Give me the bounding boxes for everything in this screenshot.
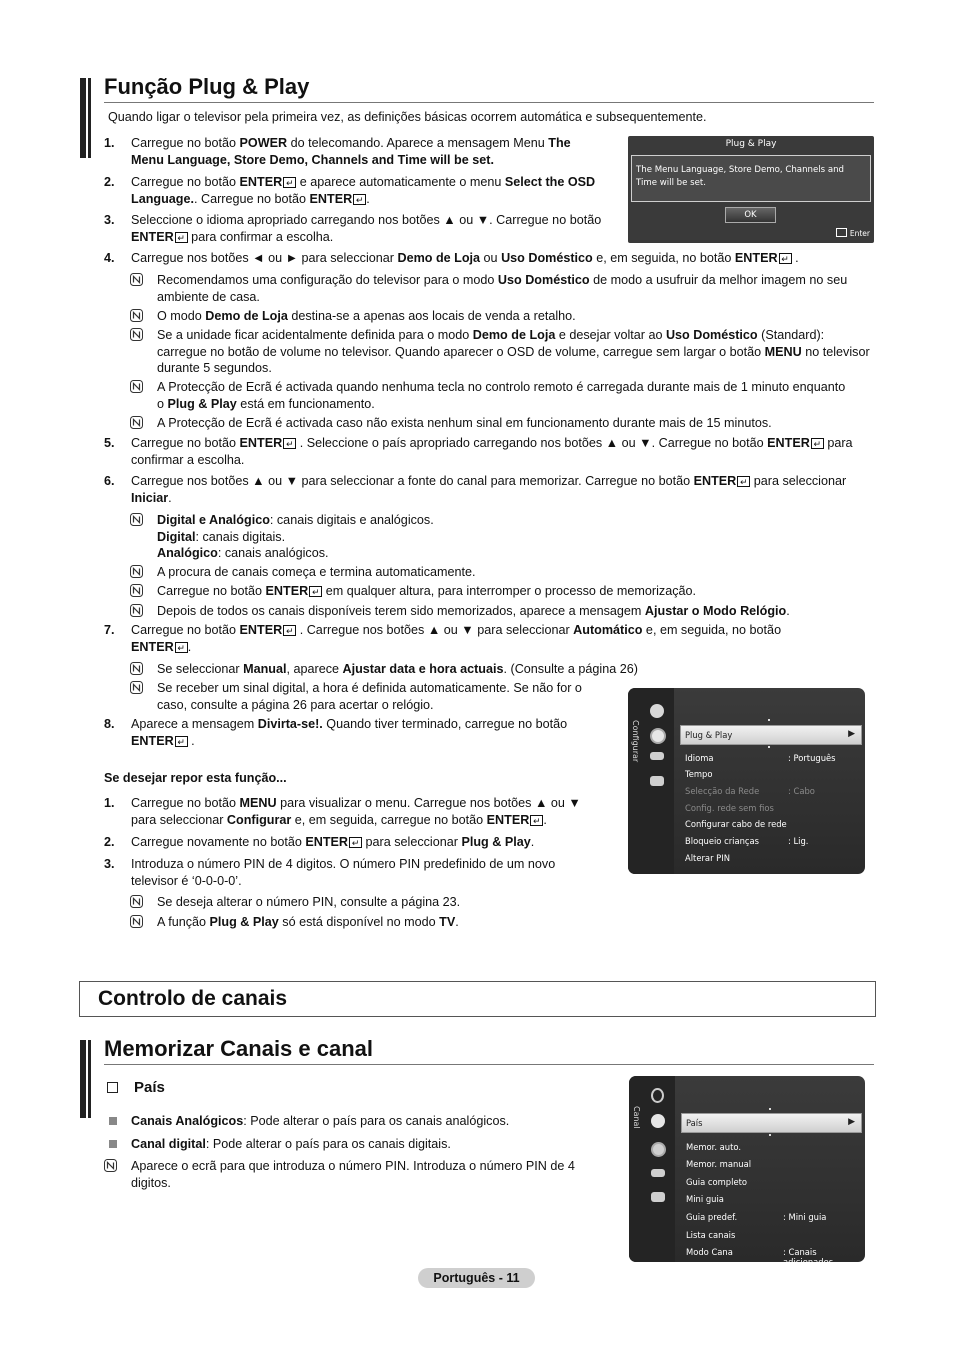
note <box>104 1158 594 1191</box>
section-bar <box>88 1040 91 1118</box>
note <box>130 379 850 412</box>
text: e, em seguida, carregue no botão <box>291 812 487 827</box>
step-number: 3. <box>104 213 115 227</box>
enter-icon: ↵ <box>737 476 750 487</box>
osd-language-ref: Select the OSD Language. <box>131 175 596 206</box>
dialog-message-ref: The Menu Language, Store Demo, Channels and Time will be set. <box>131 136 571 167</box>
memo-icon <box>130 895 143 908</box>
section-header-box <box>79 981 876 1017</box>
manual-ref: Manual <box>243 662 287 676</box>
text: O modo <box>157 309 206 323</box>
enter-icon: ↵ <box>811 438 824 449</box>
note <box>130 564 870 581</box>
menu-category-label: Configurar <box>631 720 640 763</box>
analog-channels-ref: Canais Analógicos <box>131 1114 244 1128</box>
menu-item-value: : Português <box>788 753 836 763</box>
channel-icon[interactable] <box>651 1114 665 1128</box>
reset-heading: Se desejar repor esta função... <box>104 771 287 785</box>
ok-button[interactable]: OK <box>725 207 776 223</box>
step-number: 3. <box>104 857 115 871</box>
menu-item[interactable]: Bloqueio crianças <box>685 836 760 846</box>
menu-item-plug-play[interactable] <box>680 725 862 745</box>
text: para confirmar a escolha. <box>187 229 334 244</box>
enter-key: ENTER <box>131 229 174 244</box>
text: e, em seguida, no botão <box>592 251 735 265</box>
menu-item-value: : Lig. <box>788 836 809 846</box>
enter-key: ENTER <box>767 436 810 450</box>
enter-key: ENTER <box>239 623 283 637</box>
enter-key: ENTER <box>734 251 778 265</box>
text: . Carregue no botão <box>193 191 310 206</box>
plug-play-dialog <box>628 136 874 243</box>
gear-icon[interactable] <box>650 728 666 744</box>
menu-item-value: : Mini guia <box>783 1212 827 1222</box>
text: . (Consulte a página 26) <box>503 662 638 676</box>
digital-channel-ref: Canal digital <box>131 1137 206 1151</box>
menu-item[interactable]: Config. rede sem fios <box>685 803 774 813</box>
section-title: Controlo de canais <box>98 987 288 1010</box>
text: Se seleccionar <box>157 662 244 676</box>
enter-key: ENTER <box>693 474 737 488</box>
text: para visualizar o menu. Carregue nos botões ▲ ou ▼ para seleccionar <box>131 796 581 827</box>
home-use-ref: Uso Doméstico <box>497 273 590 287</box>
digital-ref: Digital <box>157 529 196 544</box>
gear-icon[interactable] <box>651 1142 666 1157</box>
enter-icon <box>836 228 847 237</box>
section-bar <box>80 1040 86 1118</box>
text: está em funcionamento. <box>236 396 375 411</box>
bullet-item <box>104 1136 604 1153</box>
menu-item[interactable]: Memor. manual <box>686 1159 752 1169</box>
text: . <box>366 191 370 206</box>
step-number: 1. <box>104 796 115 810</box>
enter-hint-label: Enter <box>849 229 870 238</box>
step-7 <box>104 622 874 655</box>
setup-menu <box>628 688 865 874</box>
text: destina-se a apenas aos locais de venda a retalho. <box>287 309 576 323</box>
enter-icon: ↵ <box>283 625 296 636</box>
subheading: País <box>134 1079 165 1096</box>
text: . <box>543 812 547 827</box>
power-key: POWER <box>239 136 288 150</box>
scroll-dot <box>769 1134 771 1136</box>
memo-icon <box>130 513 143 526</box>
enter-key: ENTER <box>305 835 349 849</box>
memo-icon <box>130 416 143 429</box>
text: Carregue no botão <box>131 623 240 637</box>
note <box>130 327 870 377</box>
text: Carregue no botão <box>131 796 240 810</box>
memo-icon <box>104 1159 117 1172</box>
right-arrow-icon: ▶ <box>848 729 855 739</box>
text: A Protecção de Ecrã é activada quando nenhuma tecla no controlo remoto é carregada durante mais de 1 minuto enquanto o <box>157 380 846 411</box>
store-demo-ref: Demo de Loja <box>472 328 556 342</box>
picture-icon[interactable] <box>650 704 664 718</box>
note <box>130 583 870 600</box>
page-number: Português - 11 <box>418 1268 535 1288</box>
enter-key: ENTER <box>265 584 309 598</box>
set-datetime-ref: Ajustar data e hora actuais <box>342 662 504 676</box>
home-use-ref: Uso Doméstico <box>501 251 593 265</box>
enter-icon: ↵ <box>309 586 322 597</box>
analog-ref: Analógico <box>157 546 218 560</box>
text: A função <box>157 915 210 929</box>
step-number: 5. <box>104 436 115 450</box>
text: A Protecção de Ecrã é activada caso não exista nenhum sinal em funcionamento durante mais de 15 minutos. <box>157 416 772 430</box>
step-number: 7. <box>104 623 115 637</box>
note <box>130 415 870 432</box>
text: para confirmar a escolha. <box>131 436 853 467</box>
start-ref: Iniciar <box>131 490 169 505</box>
step-2 <box>104 174 604 207</box>
enter-key: ENTER <box>131 639 174 654</box>
text: Carregue no botão <box>131 136 240 150</box>
enter-hint <box>836 228 870 238</box>
text: de modo a usufruir da melhor imagem no seu ambiente de casa. <box>157 273 848 304</box>
note <box>130 914 610 931</box>
text: Aparece o ecrã para que introduza o número PIN. Introduza o número PIN de 4 digitos. <box>131 1159 575 1190</box>
enter-icon: ↵ <box>283 177 296 188</box>
menu-key: MENU <box>239 796 277 810</box>
text: para seleccionar <box>750 474 847 488</box>
enter-icon: ↵ <box>530 815 543 826</box>
text: ou <box>480 251 502 265</box>
clock-mode-ref: Ajustar o Modo Relógio <box>644 604 787 618</box>
text: em qualquer altura, para interromper o processo de memorização. <box>322 584 697 598</box>
digital-analog-ref: Digital e Analógico <box>157 513 270 527</box>
text: : canais digitais e analógicos. <box>269 513 434 527</box>
text: : Pode alterar o país para os canais analógicos. <box>243 1114 510 1128</box>
step-number: 1. <box>104 136 115 150</box>
text: A procura de canais começa e termina automaticamente. <box>157 565 476 579</box>
text: Se receber um sinal digital, a hora é definida automaticamente. Se não for o caso, consulte a página 26 para acertar o relógio. <box>157 681 582 712</box>
home-use-ref: Uso Doméstico <box>665 328 758 342</box>
scroll-dot <box>768 719 770 721</box>
step-5 <box>104 435 874 468</box>
memo-icon <box>130 328 143 341</box>
text: Recomendamos uma configuração do televisor para o modo <box>157 273 498 287</box>
enter-icon: ↵ <box>353 194 366 205</box>
memo-icon <box>130 565 143 578</box>
text: Carregue nos botões ▲ ou ▼ para seleccionar a fonte do canal para memorizar. Carregue no botão <box>131 474 694 488</box>
step-number: 2. <box>104 835 115 849</box>
text: . <box>187 733 195 748</box>
application-icon[interactable] <box>651 1192 665 1202</box>
text: e desejar voltar ao <box>555 328 666 342</box>
text: no televisor durante 5 segundos. <box>157 344 870 375</box>
menu-item[interactable]: Guia completo <box>686 1177 748 1187</box>
setup-ref: Configurar <box>226 812 292 827</box>
step-8 <box>104 716 604 749</box>
menu-item-value: : Cabo <box>788 786 815 796</box>
text: . Seleccione o país apropriado carregando nos botões ▲ ou ▼. Carregue no botão <box>296 436 768 450</box>
channel-menu <box>629 1076 865 1267</box>
text: . <box>187 639 192 654</box>
dialog-title: Plug & Play <box>725 139 777 149</box>
store-demo-ref: Demo de Loja <box>205 309 288 323</box>
title-rule <box>104 1064 874 1065</box>
note <box>130 512 870 562</box>
step-6 <box>104 473 874 506</box>
enter-icon: ↵ <box>175 642 188 653</box>
enter-icon: ↵ <box>175 232 188 243</box>
reset-step-3 <box>104 856 584 889</box>
step-3 <box>104 212 604 245</box>
menu-item-value: : Canais adicionados <box>783 1247 834 1267</box>
input-icon[interactable] <box>651 1169 665 1177</box>
text: Introduza o número PIN de 4 digitos. O número PIN predefinido de um novo televisor é ‘0-0-0-0’. <box>131 857 556 888</box>
menu-item[interactable]: Memor. auto. <box>686 1142 742 1152</box>
step-4 <box>104 250 874 267</box>
menu-item-country[interactable] <box>681 1113 862 1133</box>
right-arrow-icon: ▶ <box>848 1117 855 1127</box>
intro-text: Quando ligar o televisor pela primeira vez, as definições básicas ocorrem automática e subsequentemente. <box>108 110 707 124</box>
menu-item[interactable]: Configurar cabo de rede <box>685 819 787 829</box>
text: . Carregue nos botões ▲ ou ▼ para seleccionar <box>296 623 574 637</box>
text: . <box>786 604 790 618</box>
text: . <box>455 915 459 929</box>
text: : canais digitais. <box>195 529 286 544</box>
menu-item[interactable]: Mini guia <box>686 1194 724 1204</box>
text: para seleccionar <box>362 835 462 849</box>
enter-key: ENTER <box>486 812 530 827</box>
text: (Standard): carregue no botão de volume no televisor. Quando aparecer o OSD de volume, carregue sem largar o botão <box>157 328 825 359</box>
section-bar <box>88 78 91 158</box>
plug-play-ref: Plug & Play <box>461 835 531 849</box>
text: . <box>791 251 799 265</box>
section-bar <box>80 78 86 158</box>
section-title: Memorizar Canais e canal <box>104 1036 374 1061</box>
memo-icon <box>130 273 143 286</box>
enter-key: ENTER <box>309 191 353 206</box>
text: . <box>530 835 535 849</box>
text: Carregue no botão <box>131 175 240 189</box>
enter-key: ENTER <box>239 175 283 189</box>
menu-item[interactable]: Lista canais <box>686 1230 736 1240</box>
enter-icon: ↵ <box>283 438 296 449</box>
note <box>130 272 870 305</box>
memo-icon <box>130 681 143 694</box>
note <box>130 308 870 325</box>
scroll-dot <box>768 746 770 748</box>
input-icon[interactable] <box>650 752 664 760</box>
plug-play-ref: Plug & Play <box>209 915 279 929</box>
text: Carregue nos botões ◄ ou ► para seleccionar <box>131 251 398 265</box>
store-demo-ref: Demo de Loja <box>397 251 481 265</box>
square-bullet-icon <box>109 1117 117 1125</box>
enter-icon: ↵ <box>175 736 188 747</box>
note <box>130 680 605 713</box>
text: Quando tiver terminado, carregue no botão <box>322 717 568 731</box>
text: Carregue no botão <box>131 436 240 450</box>
memo-icon <box>130 604 143 617</box>
memo-icon <box>130 915 143 928</box>
menu-item[interactable]: Alterar PIN <box>685 853 730 863</box>
menu-category-label: Canal <box>632 1106 641 1129</box>
picture-icon[interactable] <box>651 1088 664 1103</box>
application-icon[interactable] <box>650 776 664 786</box>
enter-icon: ↵ <box>779 253 792 264</box>
text: : canais analógicos. <box>217 546 329 560</box>
menu-item[interactable]: Idioma <box>685 753 714 763</box>
text: Aparece a mensagem <box>131 717 258 731</box>
menu-item-label: País <box>686 1118 703 1128</box>
step-number: 4. <box>104 251 115 265</box>
menu-item[interactable]: Selecção da Rede <box>685 786 760 796</box>
note <box>130 661 870 678</box>
step-number: 8. <box>104 717 115 731</box>
reset-step-2 <box>104 834 604 851</box>
title-rule <box>104 102 874 103</box>
automatic-ref: Automático <box>573 623 643 637</box>
text: Carregue novamente no botão <box>131 835 306 849</box>
step-1 <box>104 135 604 168</box>
page-title: Função Plug & Play <box>104 74 310 99</box>
memo-icon <box>130 309 143 322</box>
text: Depois de todos os canais disponíveis terem sido memorizados, aparece a mensagem <box>157 604 645 618</box>
text: do telecomando. Aparece a mensagem Menu <box>287 136 549 150</box>
text: Carregue no botão <box>157 584 266 598</box>
plug-play-ref: Plug & Play <box>167 396 237 411</box>
text: Seleccione o idioma apropriado carregando nos botões ▲ ou ▼. Carregue no botão <box>131 213 602 227</box>
checkbox-icon <box>107 1082 118 1093</box>
tv-ref: TV <box>439 915 456 929</box>
enter-key: ENTER <box>239 436 283 450</box>
memo-icon <box>130 584 143 597</box>
text: e, em seguida, no botão <box>642 623 782 637</box>
menu-item[interactable]: Tempo <box>685 769 713 779</box>
text: Se a unidade ficar acidentalmente definida para o modo <box>157 328 473 342</box>
text: . <box>168 490 172 505</box>
note <box>130 603 870 620</box>
step-number: 6. <box>104 474 115 488</box>
menu-item-label: Plug & Play <box>685 730 733 740</box>
text: : Pode alterar o país para os canais digitais. <box>205 1137 451 1151</box>
text: e aparece automaticamente o menu <box>296 175 505 189</box>
scroll-dot <box>769 1108 771 1110</box>
enter-key: ENTER <box>131 733 174 748</box>
menu-item[interactable]: Guia predef. <box>686 1212 738 1222</box>
dialog-message: The Menu Language, Store Demo, Channels and Time will be set. <box>636 165 845 188</box>
text: Se deseja alterar o número PIN, consulte a página 23. <box>157 895 461 909</box>
reset-step-1 <box>104 795 604 828</box>
bullet-item <box>104 1113 604 1130</box>
text: só está disponível no modo <box>278 915 440 929</box>
memo-icon <box>130 662 143 675</box>
memo-icon <box>130 380 143 393</box>
menu-item[interactable]: Modo Cana <box>686 1247 733 1257</box>
dialog-message-box <box>631 155 871 202</box>
text: , aparece <box>286 662 343 676</box>
note <box>130 894 610 911</box>
square-bullet-icon <box>109 1140 117 1148</box>
step-number: 2. <box>104 175 115 189</box>
menu-key: MENU <box>764 344 802 359</box>
enter-icon: ↵ <box>349 837 362 848</box>
enjoy-ref: Divirta-se!. <box>257 717 323 731</box>
